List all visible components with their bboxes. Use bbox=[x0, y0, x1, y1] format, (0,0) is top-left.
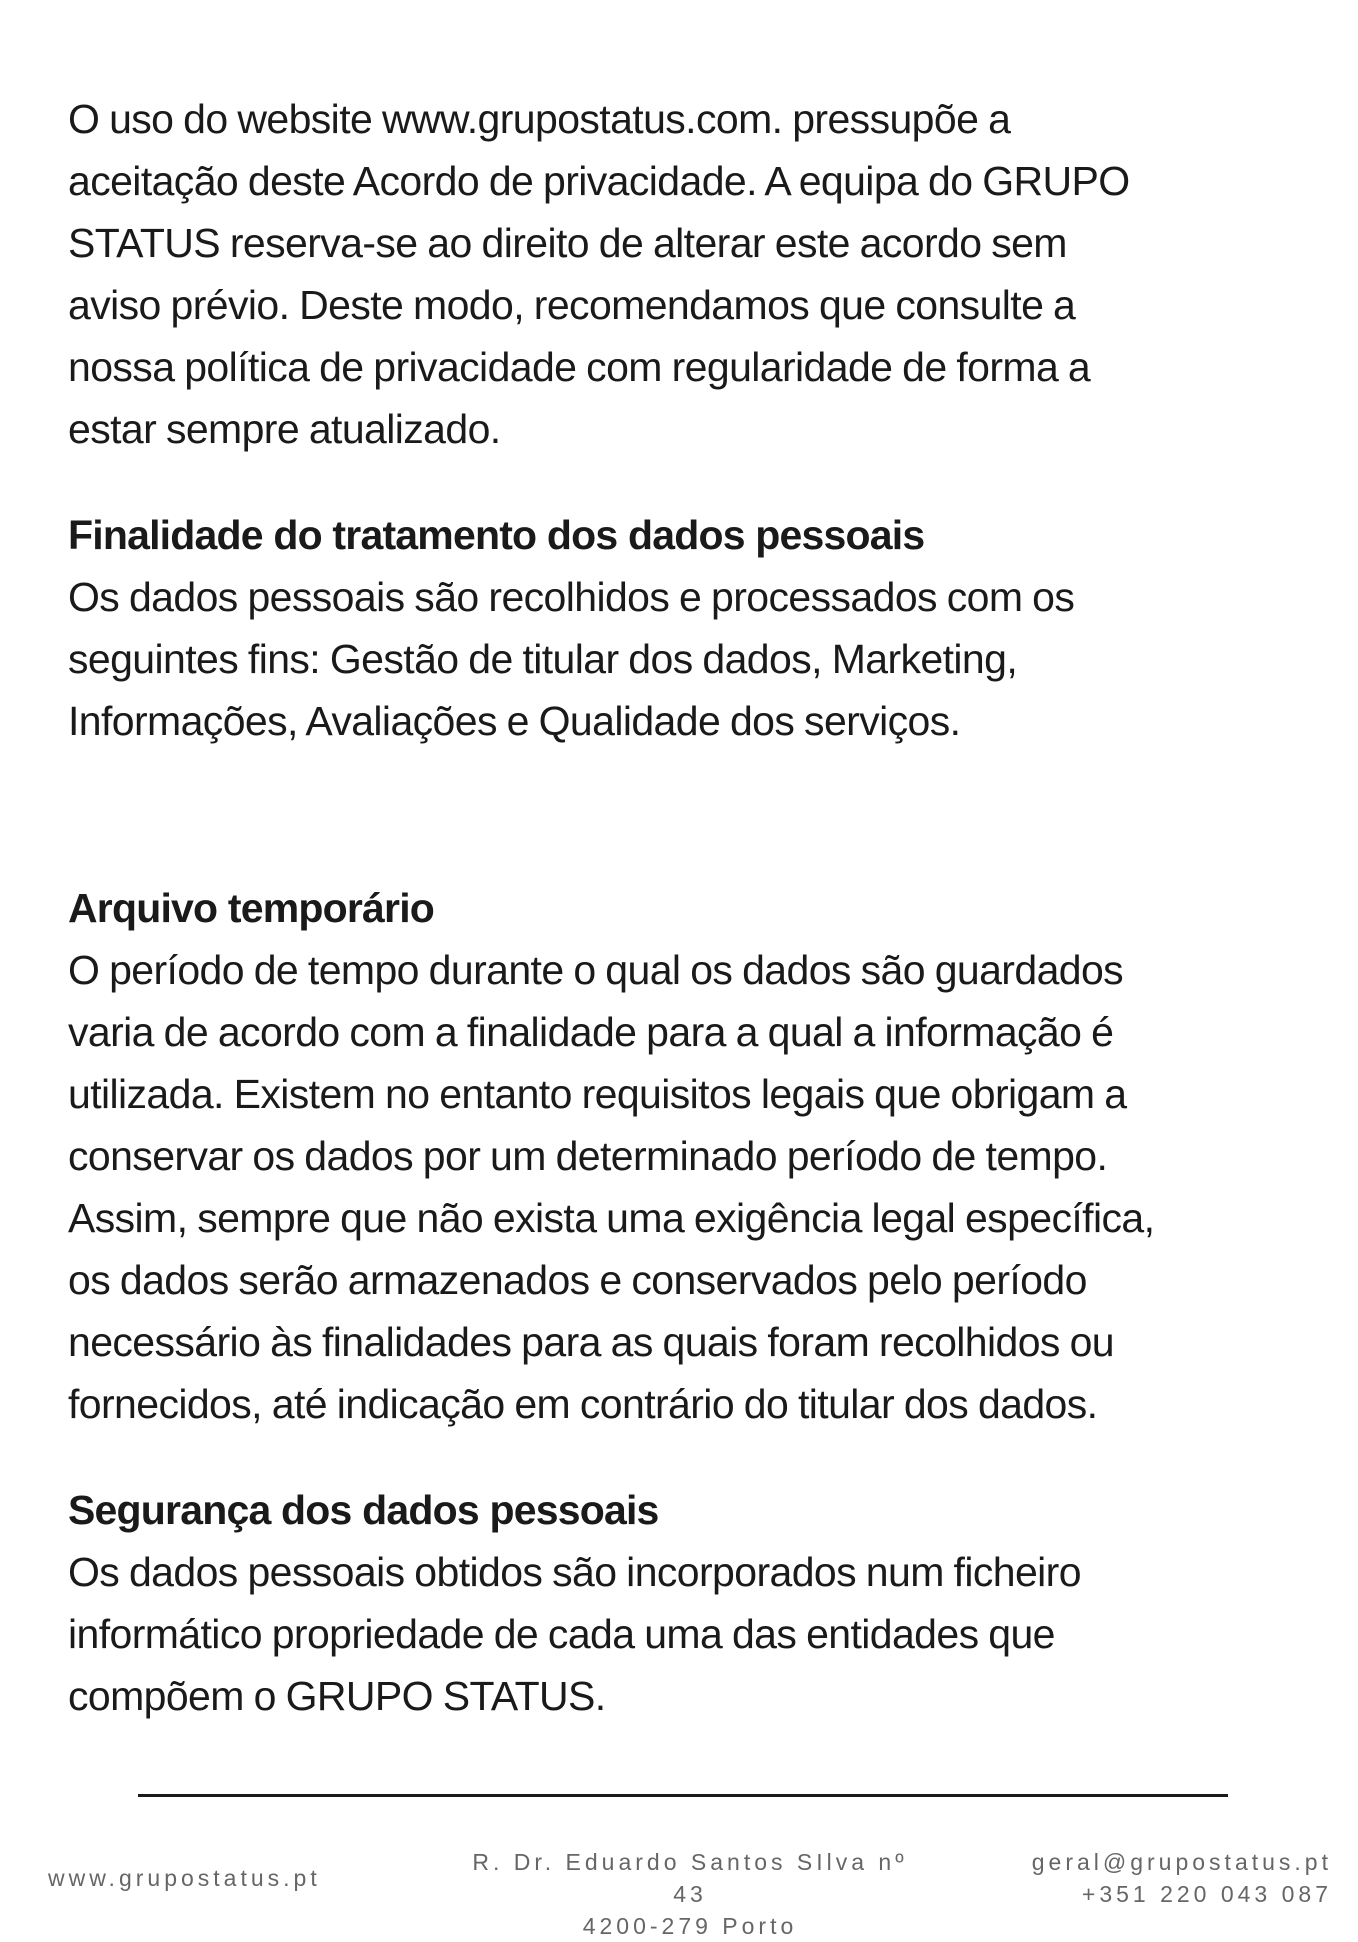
section-heading-seguranca: Segurança dos dados pessoais bbox=[68, 1487, 659, 1533]
section-body-finalidade: Os dados pessoais são recolhidos e processados com os seguintes fins: Gestão de titular dos dados, Marketing, Informações, Avaliações e Qualidade dos serviços. bbox=[68, 574, 1075, 744]
footer-website-text: www.grupostatus.pt bbox=[48, 1865, 321, 1891]
document-body bbox=[68, 88, 1298, 1727]
footer-email: geral@grupostatus.pt bbox=[1031, 1849, 1332, 1875]
section-heading-finalidade: Finalidade do tratamento dos dados pessoais bbox=[68, 512, 925, 558]
footer-website bbox=[48, 1862, 321, 1894]
footer-divider bbox=[138, 1794, 1228, 1797]
footer-address-line2: 4200-279 Porto bbox=[582, 1913, 798, 1939]
section-body-seguranca: Os dados pessoais obtidos são incorporados num ficheiro informático propriedade de cada uma das entidades que compõem o GRUPO STATUS. bbox=[68, 1549, 1081, 1719]
intro-paragraph: O uso do website www.grupostatus.com. pressupõe a aceitação deste Acordo de privacidade. A equipa do GRUPO STATUS reserva-se ao direito de alterar este acordo sem aviso prévio. Deste modo, recomendamos que consulte a nossa política de privacidade com regularidade de forma a estar sempre atualizado. bbox=[68, 96, 1130, 452]
footer-address-line1: R. Dr. Eduardo Santos SIlva nº 43 bbox=[472, 1849, 908, 1907]
footer-phone: +351 220 043 087 bbox=[1081, 1881, 1332, 1907]
section-body-arquivo: O período de tempo durante o qual os dados são guardados varia de acordo com a finalidade para a qual a informação é utilizada. Existem no entanto requisitos legais que obrigam a conservar os dados por um determinado período de tempo. Assim, sempre que não exista uma exigência legal específica, os dados serão armazenados e conservados pelo período necessário às finalidades para as quais foram recolhidos ou fornecidos, até indicação em contrário do titular dos dados. bbox=[68, 947, 1155, 1427]
footer-contact bbox=[1012, 1846, 1332, 1910]
footer-address bbox=[460, 1846, 920, 1942]
section-heading-arquivo: Arquivo temporário bbox=[68, 885, 435, 931]
